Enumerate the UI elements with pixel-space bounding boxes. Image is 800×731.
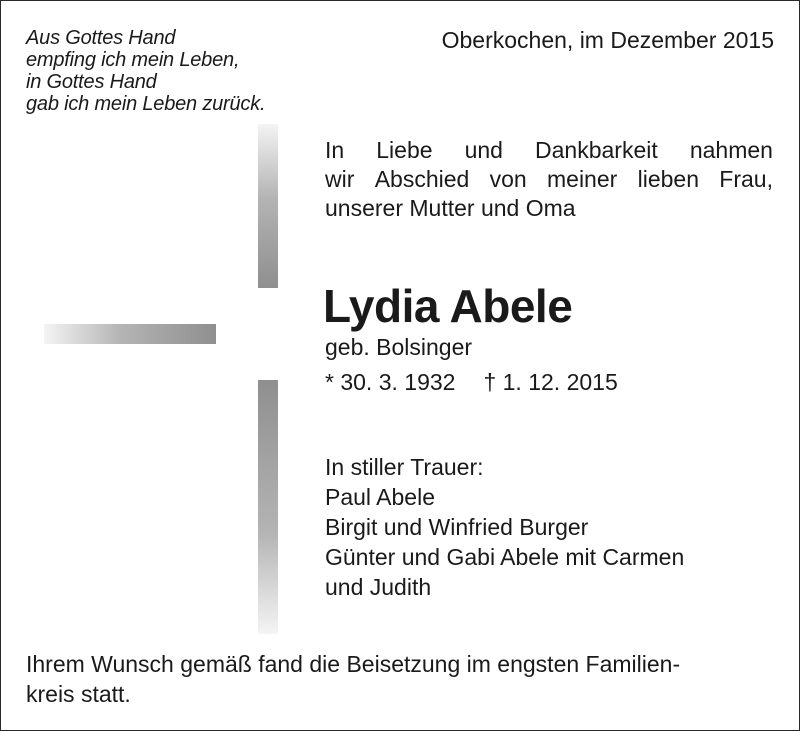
mourner-line: und Judith <box>325 574 432 600</box>
intro-line-3: unserer Mutter und Oma <box>325 195 576 221</box>
note-line: Ihrem Wunsch gemäß fand die Beisetzung im engsten Familien- <box>26 651 681 677</box>
burial-note <box>26 649 774 709</box>
intro-word: von <box>489 166 527 192</box>
intro-word: Frau, <box>719 166 773 192</box>
maiden-name: geb. Bolsinger <box>325 334 473 360</box>
place-date: Oberkochen, im Dezember 2015 <box>441 27 774 53</box>
mourners-heading: In stiller Trauer: <box>325 454 484 480</box>
birth-date: * 30. 3. 1932 <box>325 369 456 395</box>
mourner-line: Günter und Gabi Abele mit Carmen <box>325 544 685 570</box>
death-date: † 1. 12. 2015 <box>483 369 618 395</box>
mourners-block <box>325 452 684 602</box>
intro-line-2 <box>325 165 773 194</box>
verse-line: Aus Gottes Hand <box>26 27 176 49</box>
intro-word: In <box>325 137 345 163</box>
mourner-line: Birgit und Winfried Burger <box>325 514 589 540</box>
mourner-line: Paul Abele <box>325 484 435 510</box>
intro-word: Dankbarkeit <box>535 137 658 163</box>
cross-top-bar <box>258 124 278 288</box>
intro-line-1 <box>325 136 773 165</box>
deceased-name: Lydia Abele <box>323 280 573 332</box>
verse-line: gab ich mein Leben zurück. <box>26 93 266 115</box>
intro-text <box>325 136 773 223</box>
verse-line: empfing ich mein Leben, <box>26 49 240 71</box>
intro-word: und <box>464 137 503 163</box>
note-line: kreis statt. <box>26 681 131 707</box>
intro-word: lieben <box>637 166 699 192</box>
intro-word: wir <box>325 166 355 192</box>
intro-word: Liebe <box>376 137 433 163</box>
life-dates <box>325 368 618 396</box>
verse-line: in Gottes Hand <box>26 71 157 93</box>
cross-left-bar <box>44 324 216 344</box>
intro-word: nahmen <box>689 137 773 163</box>
verse-block <box>26 27 265 115</box>
intro-word: Abschied <box>374 166 470 192</box>
intro-word: meiner <box>547 166 618 192</box>
cross-bottom-bar <box>258 380 278 634</box>
